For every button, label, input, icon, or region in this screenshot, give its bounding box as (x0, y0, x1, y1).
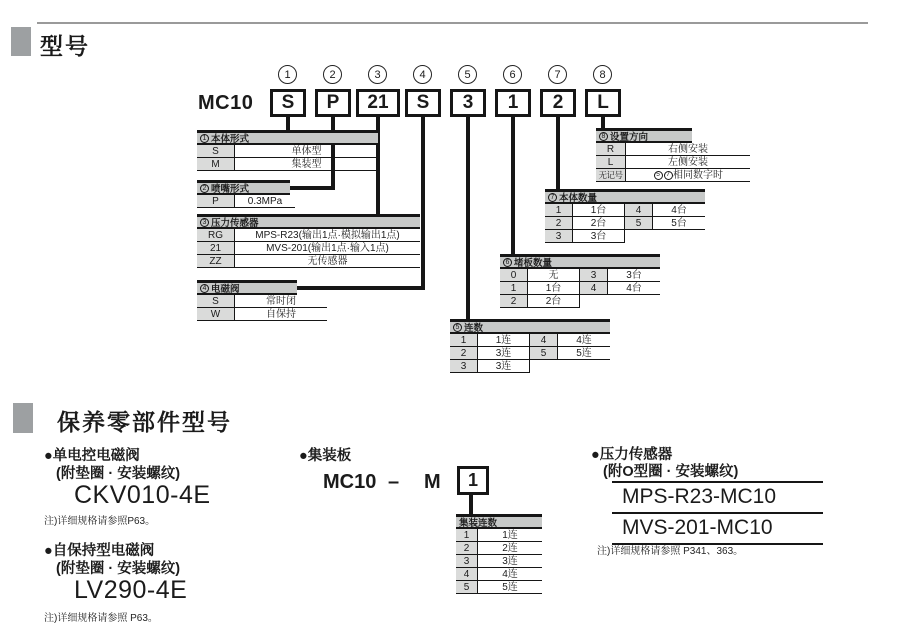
circled-number: 6 (503, 65, 522, 84)
circled-number: 3 (200, 218, 209, 227)
table-header (450, 319, 610, 334)
leader-line (466, 115, 470, 322)
table-cell: 2 (456, 542, 478, 555)
spec-table-本体形式 (197, 130, 378, 171)
item-title-single-solenoid-valve: ●单电控电磁阀 (44, 448, 140, 464)
table-header (197, 180, 290, 195)
circled-number: 8 (593, 65, 612, 84)
table-title: 设置方向 (610, 132, 649, 143)
table-row (197, 242, 420, 255)
leader-line (289, 186, 335, 190)
manifold-code-dash: – (388, 471, 400, 493)
table-cell: 5 (530, 347, 558, 360)
table-title: 连数 (464, 323, 484, 334)
item-subtitle: (附垫圈 · 安装螺纹) (56, 466, 181, 482)
table-header (197, 280, 297, 295)
circled-number: 7 (664, 171, 673, 180)
table-row (197, 295, 327, 308)
section-title-model-no: 型号 (40, 33, 90, 59)
leader-line (556, 115, 560, 192)
table-row (456, 568, 542, 581)
table-title: 本体形式 (211, 134, 250, 145)
table-cell: 2台 (573, 217, 625, 230)
circled-number: 2 (200, 184, 209, 193)
table-cell: 21 (197, 242, 235, 255)
table-cell: 无记号 (596, 169, 626, 182)
model-code-box: S (270, 89, 306, 117)
model-number-mvs-201: MVS-201-MC10 (622, 516, 773, 539)
table-cell: 3 (456, 555, 478, 568)
table-cell: 3 (450, 360, 478, 373)
table-cell: 4连 (558, 334, 610, 347)
item-subtitle: (附O型圈 · 安装螺纹) (603, 464, 739, 480)
table-cell: M (197, 158, 235, 171)
table-cell: 1 (456, 529, 478, 542)
spec-table-连数 (450, 319, 610, 373)
item-subtitle: (附垫圈 · 安装螺纹) (56, 561, 181, 577)
note-reference: 注)详细规格请参照 P63。 (44, 613, 158, 624)
top-rule (37, 22, 868, 24)
table-row (545, 217, 705, 230)
model-code-box: 21 (356, 89, 400, 117)
model-number-lv290: LV290-4E (74, 576, 188, 604)
model-number-mps-r23: MPS-R23-MC10 (612, 483, 823, 514)
table-header (456, 514, 542, 529)
table-cell: L (596, 156, 626, 169)
table-cell: S (197, 295, 235, 308)
table-cell: 4台 (608, 282, 660, 295)
table-row (197, 229, 420, 242)
table-title: 集装连数 (459, 518, 498, 529)
table-cell: P (197, 195, 235, 208)
table-row (197, 308, 327, 321)
circled-number: 5 (458, 65, 477, 84)
circled-number: 4 (413, 65, 432, 84)
table-cell: MPS-R23(输出1点·模拟输出1点) (235, 229, 420, 242)
table-cell: 自保持 (235, 308, 327, 321)
table-cell: 4 (625, 204, 653, 217)
table-cell: S (197, 145, 235, 158)
table-row (456, 581, 542, 594)
table-cell (626, 169, 750, 182)
table-row (197, 145, 378, 158)
circled-number: 6 (503, 258, 512, 267)
spec-table-压力传感器 (197, 214, 420, 268)
circled-number: 5 (453, 323, 462, 332)
table-cell: 1台 (528, 282, 580, 295)
table-row (450, 360, 610, 373)
circled-number: 3 (368, 65, 387, 84)
table-cell: 3连 (478, 347, 530, 360)
table-title: 本体数量 (559, 193, 598, 204)
table-cell: R (596, 143, 626, 156)
model-code-box: P (315, 89, 351, 117)
table-row (596, 156, 750, 169)
table-cell: 4 (530, 334, 558, 347)
circled-number: 1 (278, 65, 297, 84)
table-cell: 单体型 (235, 145, 378, 158)
table-title: 电磁阀 (211, 284, 240, 295)
leader-line (469, 495, 473, 516)
table-row (197, 158, 378, 171)
table-title: 压力传感器 (211, 218, 259, 229)
table-cell: 1 (450, 334, 478, 347)
section-marker (11, 27, 31, 56)
table-cell: 3连 (478, 555, 542, 568)
table-row (545, 204, 705, 217)
table-row (596, 143, 750, 156)
table-cell: 3 (580, 269, 608, 282)
table-row (500, 269, 660, 282)
table-cell: 0 (500, 269, 528, 282)
table-cell: 3连 (478, 360, 530, 373)
table-cell: 4 (456, 568, 478, 581)
model-code-box: 2 (540, 89, 576, 117)
sensor-model-list (612, 481, 823, 545)
table-cell: 2 (500, 295, 528, 308)
table-cell: 4 (580, 282, 608, 295)
manifold-code-prefix: MC10 (323, 471, 377, 493)
table-cell: 1连 (478, 529, 542, 542)
table-title: 喷嘴形式 (211, 184, 250, 195)
item-title-pressure-sensor: ●压力传感器 (591, 447, 673, 463)
table-header (545, 189, 705, 204)
table-cell: 常时闭 (235, 295, 327, 308)
table-header (197, 214, 420, 229)
table-cell: 5连 (558, 347, 610, 360)
table-row (197, 195, 295, 208)
circled-number: 7 (548, 193, 557, 202)
table-row (456, 555, 542, 568)
table-cell: 2台 (528, 295, 580, 308)
table-cell: 3台 (608, 269, 660, 282)
table-cell: 1连 (478, 334, 530, 347)
table-header (596, 128, 692, 143)
circled-number: 1 (200, 134, 209, 143)
cell-text: 相同数字时 (673, 169, 723, 181)
table-cell: 0.3MPa (235, 195, 295, 208)
table-cell: RG (197, 229, 235, 242)
circled-number: 4 (200, 284, 209, 293)
table-title: 堵板数量 (514, 258, 553, 269)
table-cell: ZZ (197, 255, 235, 268)
circled-number: 8 (599, 132, 608, 141)
spec-table-堵板数量 (500, 254, 660, 308)
table-cell: 2 (450, 347, 478, 360)
table-cell: 2 (545, 217, 573, 230)
table-header (197, 130, 378, 145)
table-cell: W (197, 308, 235, 321)
model-code-box: 1 (495, 89, 531, 117)
table-cell: 1 (545, 204, 573, 217)
spec-table-喷嘴形式 (197, 180, 295, 208)
model-number-ckv010: CKV010-4E (74, 481, 211, 509)
table-cell: 3台 (573, 230, 625, 243)
manifold-code-box: 1 (457, 466, 489, 495)
section-title-maintenance-parts: 保养零部件型号 (57, 409, 232, 435)
table-cell: 5台 (653, 217, 705, 230)
note-reference: 注)详细规格请参照 P341、363。 (597, 546, 744, 557)
table-cell: 1 (500, 282, 528, 295)
spec-table-设置方向 (596, 128, 750, 182)
item-title-latching-solenoid-valve: ●自保持型电磁阀 (44, 543, 155, 559)
table-cell: MVS-201(输出1点·输入1点) (235, 242, 420, 255)
leader-line (511, 115, 515, 257)
leader-line (421, 115, 425, 290)
table-cell: 左侧安装 (626, 156, 750, 169)
table-cell: 集装型 (235, 158, 378, 171)
table-row (450, 334, 610, 347)
table-row (545, 230, 705, 243)
circled-number: 2 (323, 65, 342, 84)
table-row (500, 282, 660, 295)
model-code-prefix: MC10 (198, 92, 254, 114)
table-row (456, 542, 542, 555)
table-cell: 右侧安装 (626, 143, 750, 156)
table-row (456, 529, 542, 542)
table-cell: 3 (545, 230, 573, 243)
model-code-box: L (585, 89, 621, 117)
section-marker (13, 403, 33, 433)
table-row (596, 169, 750, 182)
table-cell: 5 (625, 217, 653, 230)
circled-number: 7 (548, 65, 567, 84)
table-header (500, 254, 660, 269)
table-cell: 2连 (478, 542, 542, 555)
model-code-box: S (405, 89, 441, 117)
table-cell: 5连 (478, 581, 542, 594)
table-cell: 无传感器 (235, 255, 420, 268)
spec-table-本体数量 (545, 189, 705, 243)
table-cell: 5 (456, 581, 478, 594)
table-cell: 1台 (573, 204, 625, 217)
item-title-manifold-plate: ●集装板 (299, 448, 352, 464)
spec-table-电磁阀 (197, 280, 327, 321)
table-cell: 4台 (653, 204, 705, 217)
table-row (500, 295, 660, 308)
spec-table-集装连数 (456, 514, 542, 594)
table-cell: 无 (528, 269, 580, 282)
model-code-box: 3 (450, 89, 486, 117)
circled-number: 5 (654, 171, 663, 180)
table-cell: 4连 (478, 568, 542, 581)
table-row (450, 347, 610, 360)
note-reference: 注)详细规格请参照P63。 (44, 516, 156, 527)
table-row (197, 255, 420, 268)
manifold-code-m: M (424, 471, 441, 493)
